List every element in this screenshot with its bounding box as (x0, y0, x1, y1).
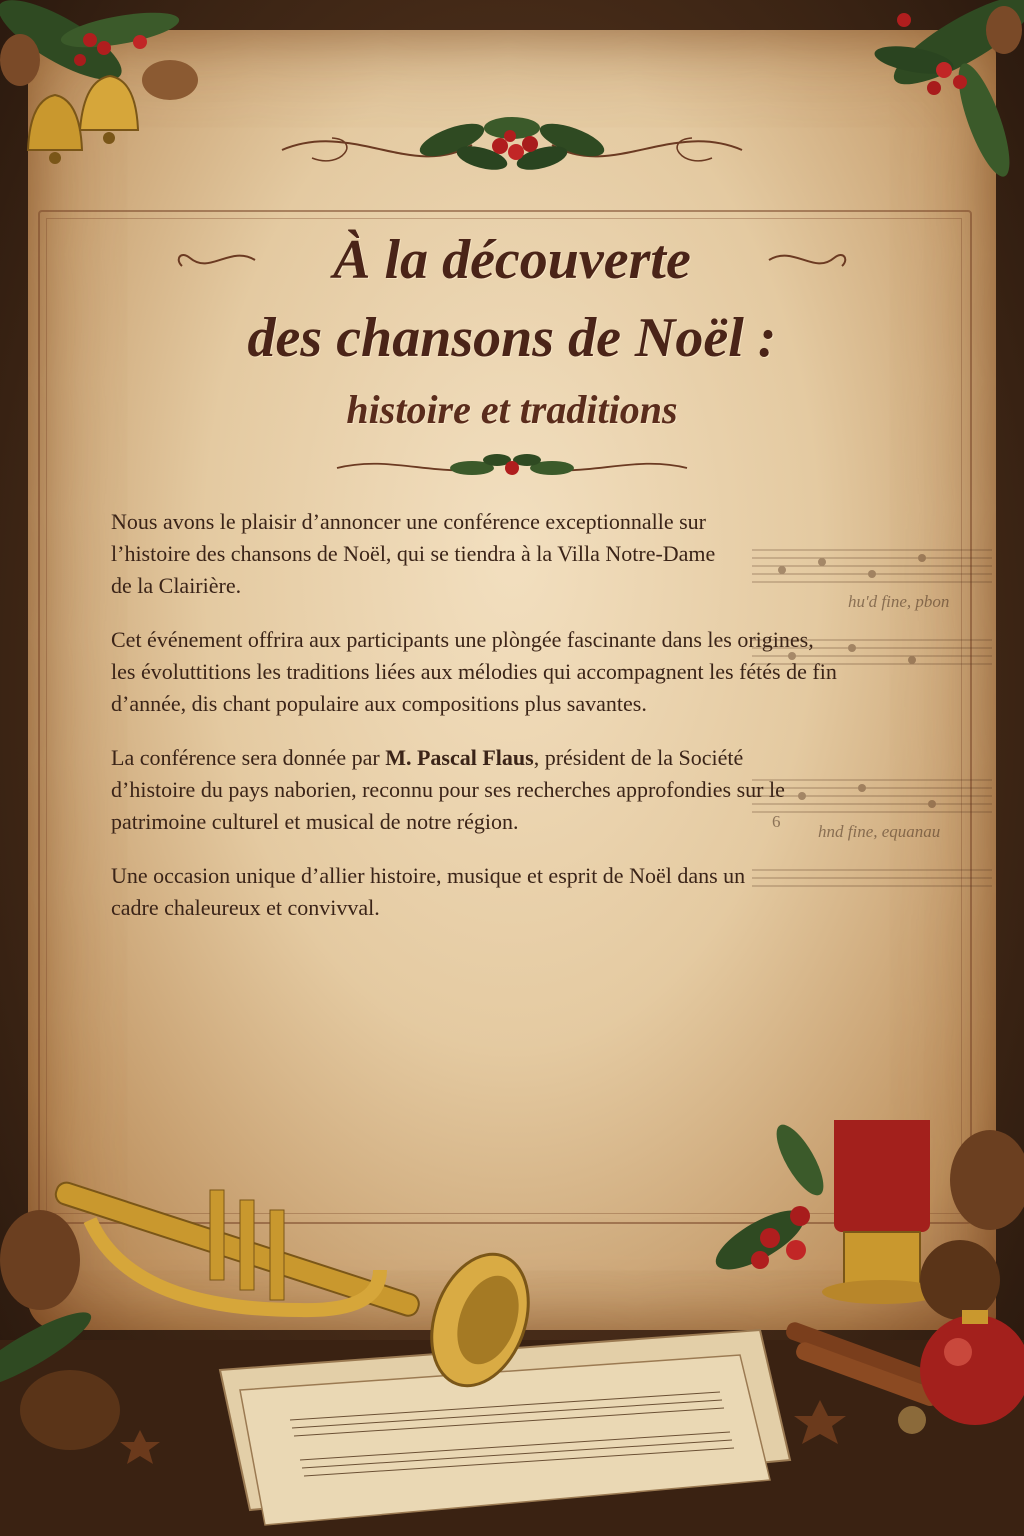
holly-icon (804, 0, 1024, 220)
paragraph-intro: Nous avons le plaisir d’annoncer une conférence exceptionnalle sur l’histoire des chansons de Noël, qui se tiendra à la Villa Notre-Dame de la Clairière. (111, 509, 716, 598)
flourish-left-icon (170, 240, 260, 280)
speaker-description: , président de la Société d’histoire du pays naborien, reconnu pour ses recherches approfondies sur le patrimoine culturel et musical de notre région. (111, 745, 785, 834)
paragraph-event: Cet événement offrira aux participants une plòngée fascinante dans les origines, les évoluttitions les traditions liées aux mélodies qui accompagnent les fétés de fin d’année, dis chant populaire aux compositions plus savantes. (111, 627, 837, 716)
paragraph-closing: Une occasion unique d’allier histoire, musique et esprit de Noël dans un cadre chaleureux et convivval. (111, 863, 746, 920)
pinecone-icon (920, 1240, 1000, 1320)
paragraph-speaker (111, 742, 801, 838)
pinecone-icon (0, 1210, 80, 1310)
title-line-2: des chansons de Noël : (247, 307, 777, 369)
announcement-body (111, 506, 851, 946)
divider-holly-icon (332, 446, 692, 486)
sheet-music-number: 6 (772, 812, 781, 831)
pinecone-icon (950, 1130, 1024, 1230)
speaker-intro-text: La conférence sera donnée par (111, 745, 386, 770)
holly-icon (272, 100, 752, 190)
title-line-1: À la découverte (333, 229, 691, 291)
ornament-icon (920, 1310, 1024, 1425)
bell-icon (0, 0, 220, 200)
sheet-music-text: hu'd fine, pbon (848, 592, 950, 611)
speaker-name: M. Pascal Flaus (385, 745, 534, 770)
flourish-right-icon (764, 240, 854, 280)
christmas-scene (0, 1120, 1024, 1536)
pinecone-icon (20, 1370, 120, 1450)
subtitle: histoire et traditions (346, 387, 678, 432)
sheet-music-text: hnd fine, equanau (818, 822, 941, 841)
